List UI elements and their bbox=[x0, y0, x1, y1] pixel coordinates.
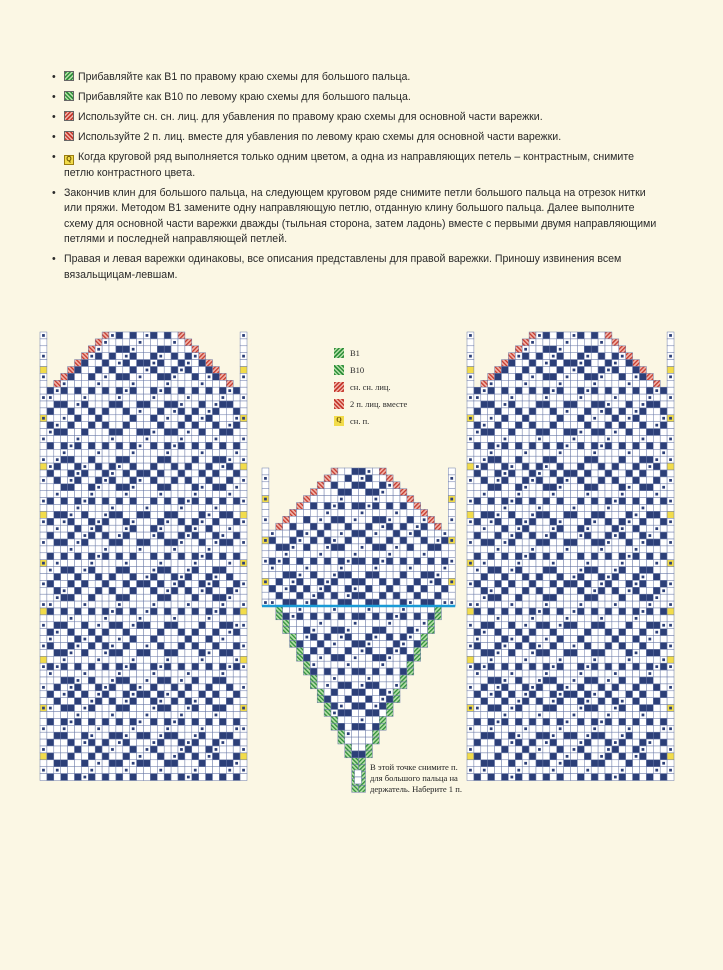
legend-label: 2 п. лиц. вместе bbox=[350, 398, 408, 409]
instruction-text: Прибавляйте как В10 по левому краю схемы для большого пальца. bbox=[78, 91, 411, 103]
bullet-icon: • bbox=[52, 111, 56, 123]
inc10-symbol-icon bbox=[334, 365, 344, 375]
legend-label: В10 bbox=[350, 364, 365, 375]
mitten-chart-left bbox=[467, 332, 674, 781]
legend-label: сн. сн. лиц. bbox=[350, 381, 391, 392]
bullet-icon: • bbox=[52, 151, 56, 163]
slip-symbol-icon: Q bbox=[334, 416, 344, 426]
legend-item bbox=[334, 378, 407, 395]
instruction-text: Используйте 2 п. лиц. вместе для убавления по левому краю схемы для основной части варежки. bbox=[78, 131, 562, 143]
slip-symbol-icon: Q bbox=[64, 155, 74, 165]
mitten-chart-right bbox=[40, 332, 247, 781]
k2tog-symbol-icon bbox=[334, 399, 344, 409]
legend-item bbox=[334, 361, 407, 378]
bullet-icon: • bbox=[52, 186, 56, 199]
instruction-text: Правая и левая варежки одинаковы, все описания представлены для правой варежки. Приношу извинения всем вязальщицам-левшам. bbox=[64, 253, 622, 281]
instruction-text: Закончив клин для большого пальца, на следующем круговом ряде снимите петли большого пальца на отрезок нитки или пряжи. Методом В1 замените одну направляющую петлю, отданную клину большого пальца. Далее выполните схему для основной части варежки дважды (тыльная сторона, затем ладонь) вместе с первыми двумя направляющими петлями и последней направляющей петлей. bbox=[64, 186, 657, 245]
bullet-icon: • bbox=[52, 253, 56, 265]
legend-label: сн. п. bbox=[350, 415, 370, 426]
instruction-text: Когда круговой ряд выполняется только одним цветом, а одна из направляющих петель – контрастным, снимите петлю контрастного цвета. bbox=[64, 151, 634, 179]
inc1-symbol-icon bbox=[334, 348, 344, 358]
bullet-icon: • bbox=[52, 131, 56, 143]
thumb-holder-note: В этой точке снимите п. для большого пальца на держатель. Наберите 1 п. bbox=[370, 762, 462, 794]
instruction-text: Прибавляйте как В1 по правому краю схемы для большого пальца. bbox=[78, 71, 411, 83]
ssk-symbol-icon bbox=[334, 382, 344, 392]
bullet-icon: • bbox=[52, 91, 56, 103]
bullet-icon: • bbox=[52, 71, 56, 83]
thumb-chart bbox=[262, 468, 455, 792]
legend-item bbox=[334, 395, 407, 412]
chart-legend bbox=[334, 344, 407, 429]
legend-item bbox=[334, 344, 407, 361]
instruction-text: Используйте сн. сн. лиц. для убавления по правому краю схемы для основной части варежки. bbox=[78, 111, 543, 123]
legend-label: В1 bbox=[350, 347, 360, 358]
legend-item bbox=[334, 412, 407, 429]
